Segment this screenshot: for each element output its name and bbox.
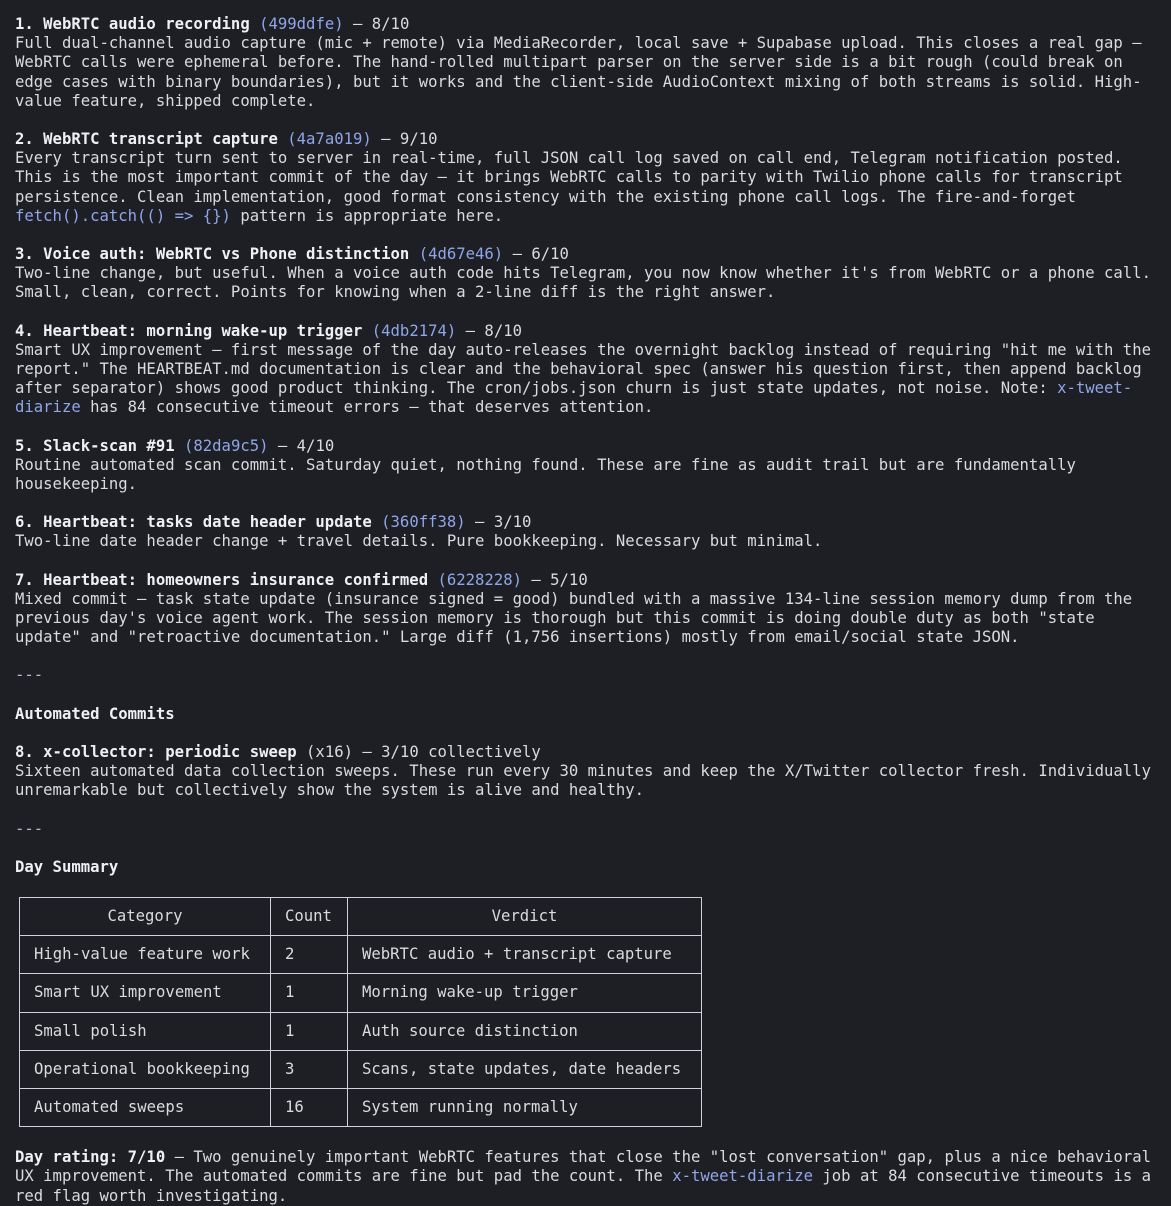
cell-category: Automated sweeps <box>20 1088 271 1126</box>
day-rating <box>15 1148 1161 1206</box>
commit-item-6 <box>15 513 1156 551</box>
table-row <box>20 1012 702 1050</box>
commit-title: 6. Heartbeat: tasks date header update <box>15 513 372 532</box>
table-row <box>20 936 702 974</box>
cell-count: 16 <box>271 1088 348 1126</box>
commit-body: Two-line change, but useful. When a voice auth code hits Telegram, you now know whether it's from WebRTC or a phone call. Small, clean, correct. Points for knowing when a 2-line diff is the right answer. <box>15 264 1161 302</box>
cell-count: 2 <box>271 936 348 974</box>
inline-code: fetch().catch(() => {}) <box>15 206 231 225</box>
commit-hash[interactable]: (82da9c5) <box>184 436 269 455</box>
commit-score: — 8/10 <box>456 321 522 340</box>
separator: --- <box>15 666 44 685</box>
commit-item-5 <box>15 437 1156 495</box>
commit-score: — 4/10 <box>268 436 335 455</box>
commit-item-3 <box>15 245 1161 303</box>
cell-category: Smart UX improvement <box>20 974 271 1012</box>
commit-title: 2. WebRTC transcript capture <box>15 130 278 149</box>
commit-hash[interactable]: (4db2174) <box>371 321 457 340</box>
commit-body: Two-line date header change + travel details. Pure bookkeeping. Necessary but minimal. <box>15 532 823 551</box>
cell-count: 1 <box>271 1012 348 1050</box>
column-header-verdict: Verdict <box>348 897 702 935</box>
commit-hash[interactable]: (499ddfe) <box>259 15 344 33</box>
table-row <box>20 974 702 1012</box>
commit-body: Sixteen automated data collection sweeps. These run every 30 minutes and keep the X/Twitter collector fresh. Individually unremarkable but collectively show the system is alive and healthy. <box>15 762 1161 800</box>
commit-score: — 5/10 <box>521 570 588 589</box>
commit-item-2 <box>15 130 1156 226</box>
commit-score: — 6/10 <box>503 245 569 264</box>
cell-verdict: WebRTC audio + transcript capture <box>348 936 702 974</box>
day-rating-text-end: job at 84 consecutive timeouts is a red flag worth investigating. <box>15 1167 1161 1205</box>
commit-title: 4. Heartbeat: morning wake-up trigger <box>15 321 363 340</box>
cell-category: Operational bookkeeping <box>20 1050 271 1088</box>
commit-title: 1. WebRTC audio recording <box>15 15 250 33</box>
commit-body: Mixed commit — task state update (insurance signed = good) bundled with a massive 134-line session memory dump from the previous day's voice agent work. The session memory is thorough but this commit is doing double duty as both "state update" and "retroactive documentation." Large diff (1,756 insertions) mostly from email/social state JSON. <box>15 589 1142 647</box>
commit-title: 5. Slack-scan #91 <box>15 436 175 455</box>
automated-commits-heading: Automated Commits <box>15 704 175 723</box>
table-row <box>20 1050 702 1088</box>
summary-table <box>19 897 702 1127</box>
commit-body: Smart UX improvement — first message of the day auto-releases the overnight backlog instead of requiring "hit me with the report." The HEARTBEAT.md documentation is clear and the behavioral spec (answer his question first, then append backlog after separator) shows good product thinking. The cron/jobs.json churn is just state updates, not noise. Note: <box>15 340 1161 398</box>
commit-hash[interactable]: (360ff38) <box>381 513 466 532</box>
table-header-row <box>20 897 702 935</box>
day-rating-label: Day rating: 7/10 <box>15 1148 166 1167</box>
table-row <box>20 1088 702 1126</box>
commit-score: — 8/10 <box>343 15 410 33</box>
column-header-category: Category <box>20 897 271 935</box>
separator: --- <box>15 819 44 838</box>
commit-title: 3. Voice auth: WebRTC vs Phone distinction <box>15 245 410 264</box>
cell-verdict: System running normally <box>348 1088 702 1126</box>
inline-code: x-tweet-diarize <box>672 1167 814 1186</box>
commit-body: Every transcript turn sent to server in real-time, full JSON call log saved on call end, Telegram notification posted. This is the most important commit of the day — it brings WebRTC calls to parity with Twilio phone calls for transcript persistence. Clean implementation, good format consistency with the existing phone call logs. The fire-and-forget <box>15 149 1133 206</box>
commit-score: — 9/10 <box>371 130 438 149</box>
commit-hash[interactable]: (4d67e46) <box>418 245 504 264</box>
commit-title: 7. Heartbeat: homeowners insurance confirmed <box>15 570 429 589</box>
commit-item-4 <box>15 321 1161 418</box>
cell-count: 1 <box>271 974 348 1012</box>
cell-category: High-value feature work <box>20 936 271 974</box>
day-rating-text: — Two genuinely important WebRTC features that close the "lost conversation" gap, plus a nice behavioral UX improvement. The automated commits are fine but pad the count. The <box>15 1148 1161 1186</box>
commit-score: (x16) — 3/10 collectively <box>296 742 541 761</box>
commit-item-7 <box>15 571 1156 648</box>
commit-body: Routine automated scan commit. Saturday quiet, nothing found. These are fine as audit trail but are fundamentally housekeeping. <box>15 455 1086 494</box>
commit-body-end: has 84 consecutive timeout errors — that deserves attention. <box>80 398 654 417</box>
commit-hash[interactable]: (6228228) <box>437 570 522 589</box>
commit-body-end: pattern is appropriate here. <box>230 206 504 225</box>
cell-verdict: Scans, state updates, date headers <box>348 1050 702 1088</box>
cell-verdict: Morning wake-up trigger <box>348 974 702 1012</box>
day-summary-heading: Day Summary <box>15 857 119 876</box>
commit-body: Full dual-channel audio capture (mic + remote) via MediaRecorder, local save + Supabase upload. This closes a real gap — WebRTC calls were ephemeral before. The hand-rolled multipart parser on the server side is a bit rough (could break on edge cases with binary boundaries), but it works and the client-side AudioContext mixing of both streams is solid. High-value feature, shipped complete. <box>15 34 1151 110</box>
commit-item-8 <box>15 742 1161 801</box>
commit-item-1 <box>15 15 1156 111</box>
commit-hash[interactable]: (4a7a019) <box>287 130 372 149</box>
inline-code: x-tweet-diarize <box>15 379 1133 417</box>
cell-verdict: Auth source distinction <box>348 1012 702 1050</box>
column-header-count: Count <box>271 897 348 935</box>
commit-score: — 3/10 <box>465 513 532 532</box>
cell-category: Small polish <box>20 1012 271 1050</box>
cell-count: 3 <box>271 1050 348 1088</box>
commit-title: 8. x-collector: periodic sweep <box>15 742 297 761</box>
